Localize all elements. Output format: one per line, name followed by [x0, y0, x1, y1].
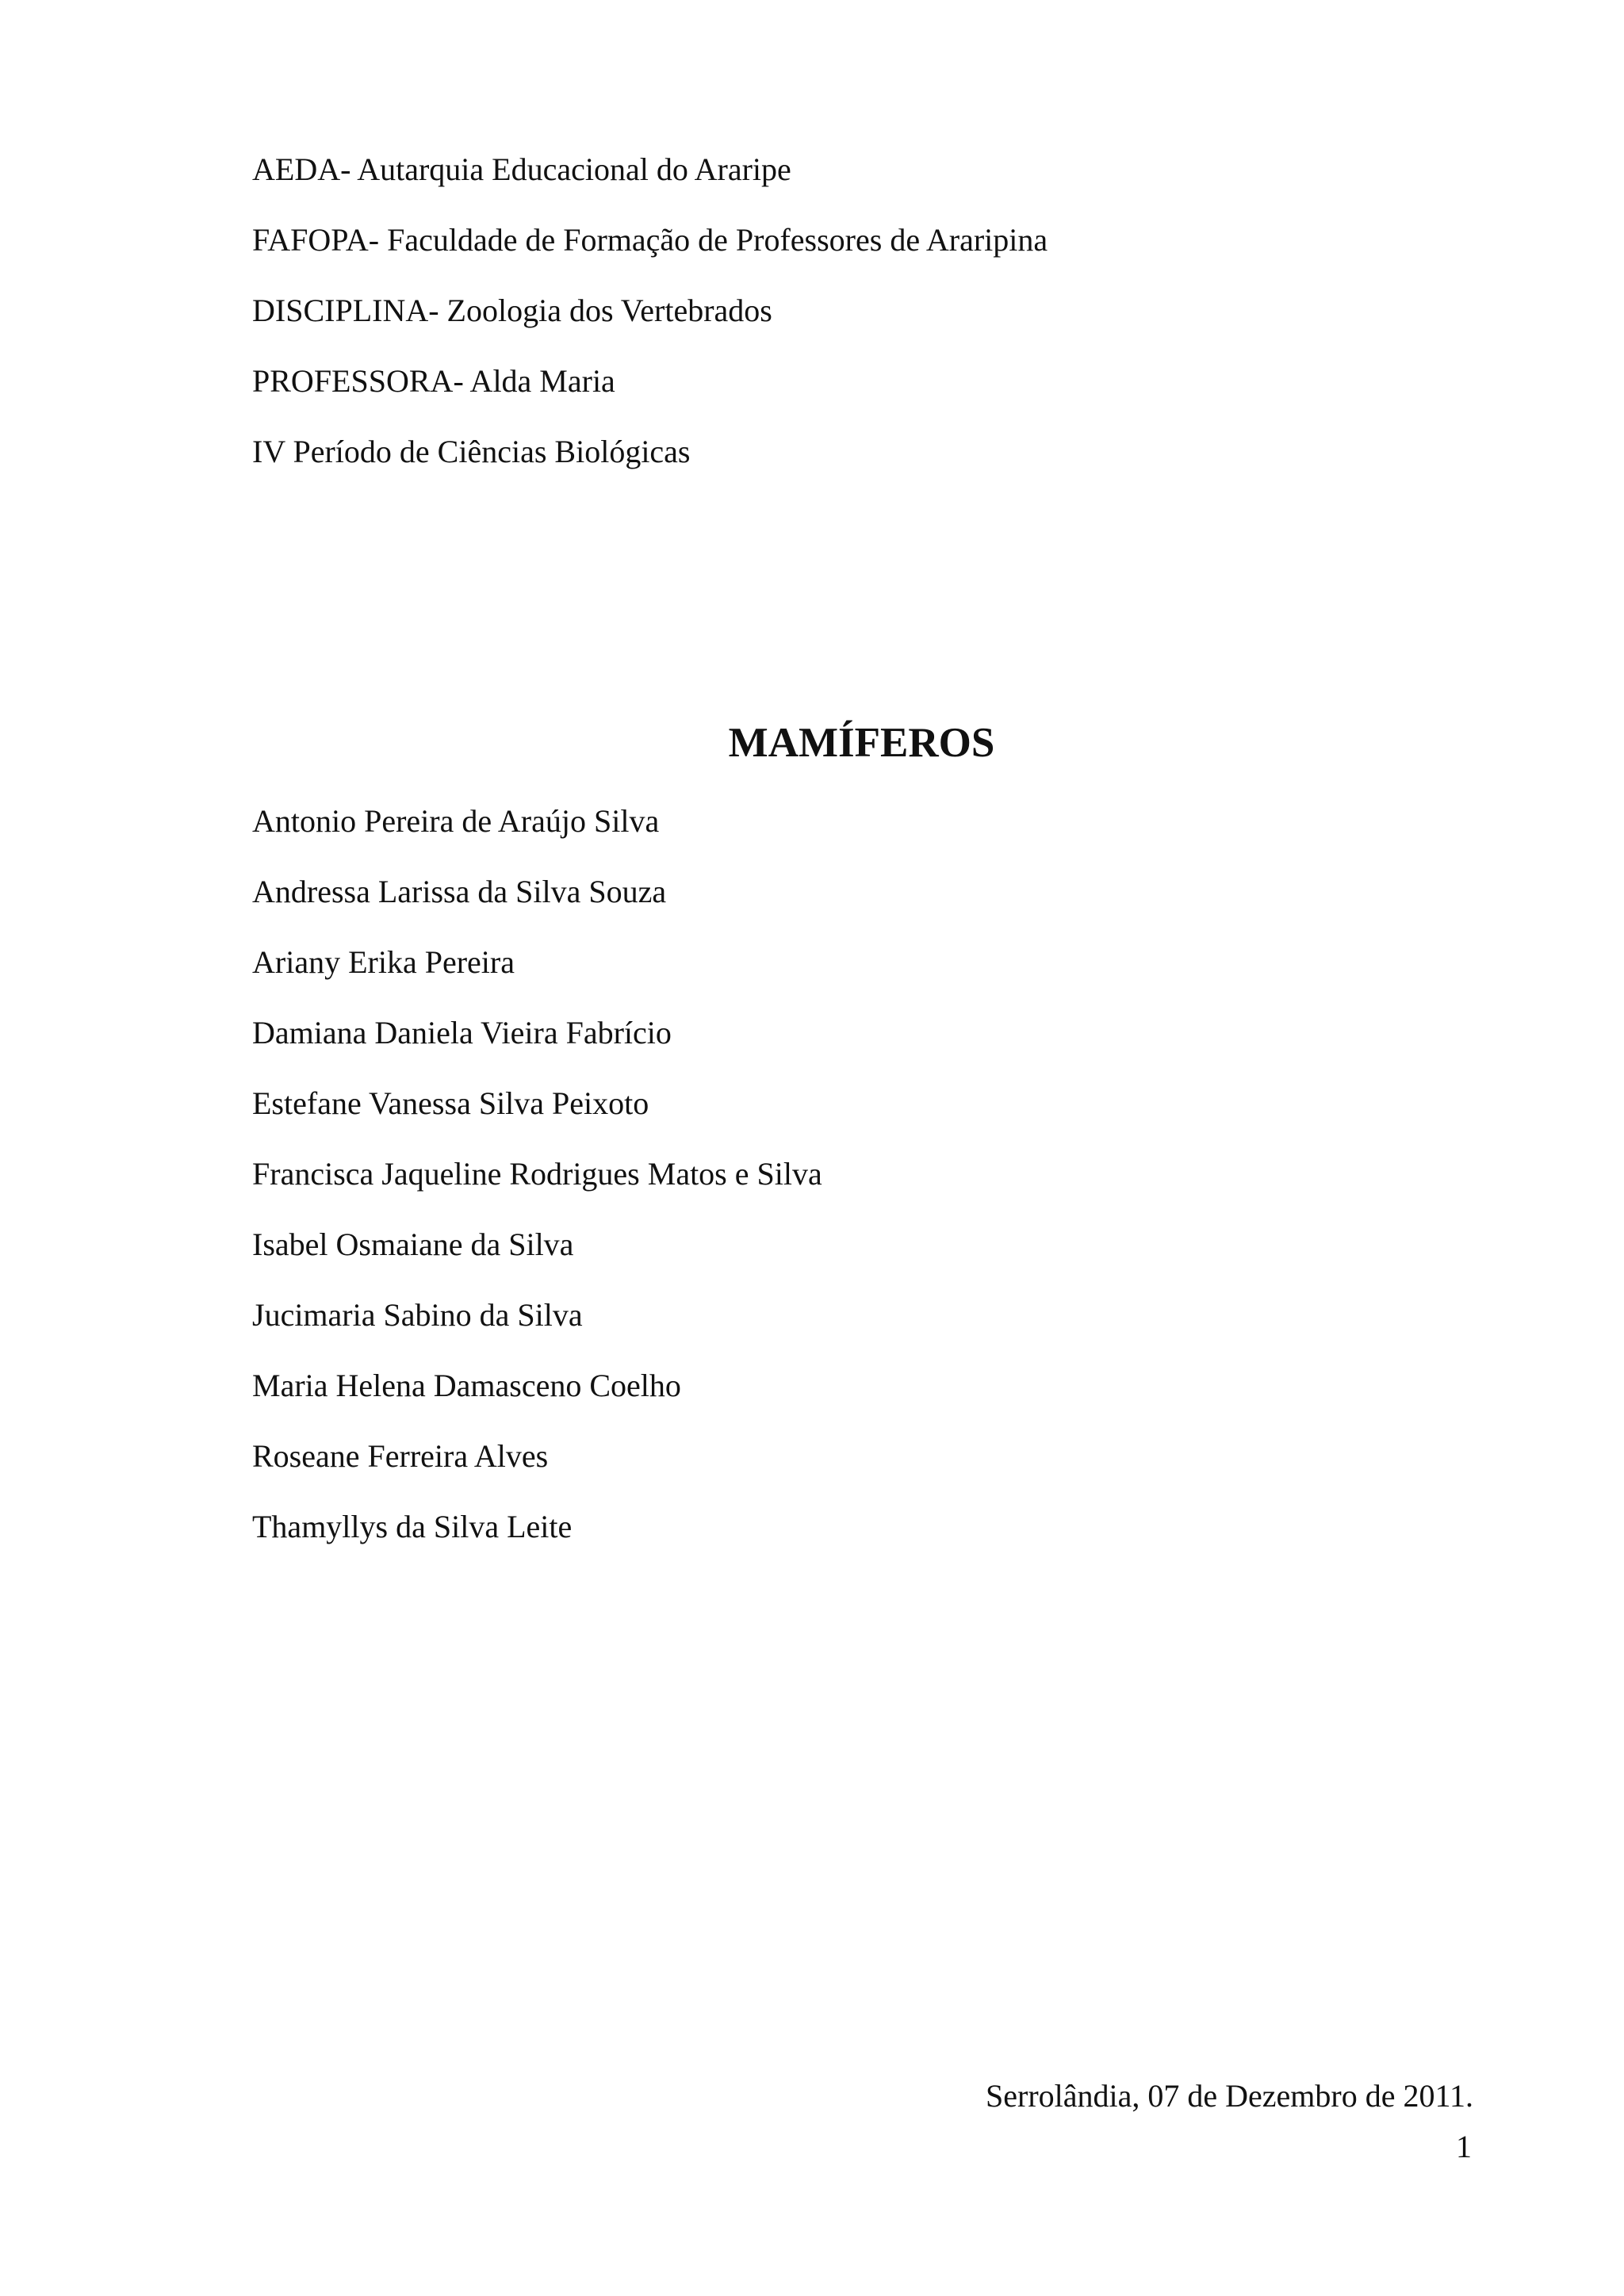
header-line-faculty: FAFOPA- Faculdade de Formação de Professores de Araripina: [252, 222, 1048, 258]
member-name: Jucimaria Sabino da Silva: [252, 1297, 583, 1333]
page-number: 1: [1456, 2129, 1472, 2164]
place-and-date: Serrolândia, 07 de Dezembro de 2011.: [986, 2078, 1473, 2114]
member-name: Estefane Vanessa Silva Peixoto: [252, 1085, 649, 1121]
member-name: Thamyllys da Silva Leite: [252, 1509, 573, 1544]
member-name: Roseane Ferreira Alves: [252, 1438, 549, 1474]
header-line-institution: AEDA- Autarquia Educacional do Araripe: [252, 151, 791, 187]
member-name: Maria Helena Damasceno Coelho: [252, 1368, 681, 1403]
member-list: [252, 802, 1442, 1578]
header-line-discipline: DISCIPLINA- Zoologia dos Vertebrados: [252, 293, 772, 328]
member-name: Francisca Jaqueline Rodrigues Matos e Silva: [252, 1156, 822, 1192]
member-name: Ariany Erika Pereira: [252, 944, 515, 980]
institution-header: [252, 151, 1442, 503]
document-title: MAMÍFEROS: [728, 720, 995, 766]
member-name: Damiana Daniela Vieira Fabrício: [252, 1015, 672, 1050]
header-line-professor: PROFESSORA- Alda Maria: [252, 363, 615, 399]
member-name: Isabel Osmaiane da Silva: [252, 1226, 574, 1262]
member-name: Andressa Larissa da Silva Souza: [252, 874, 667, 909]
member-name: Antonio Pereira de Araújo Silva: [252, 803, 660, 839]
header-line-period: IV Período de Ciências Biológicas: [252, 434, 691, 469]
